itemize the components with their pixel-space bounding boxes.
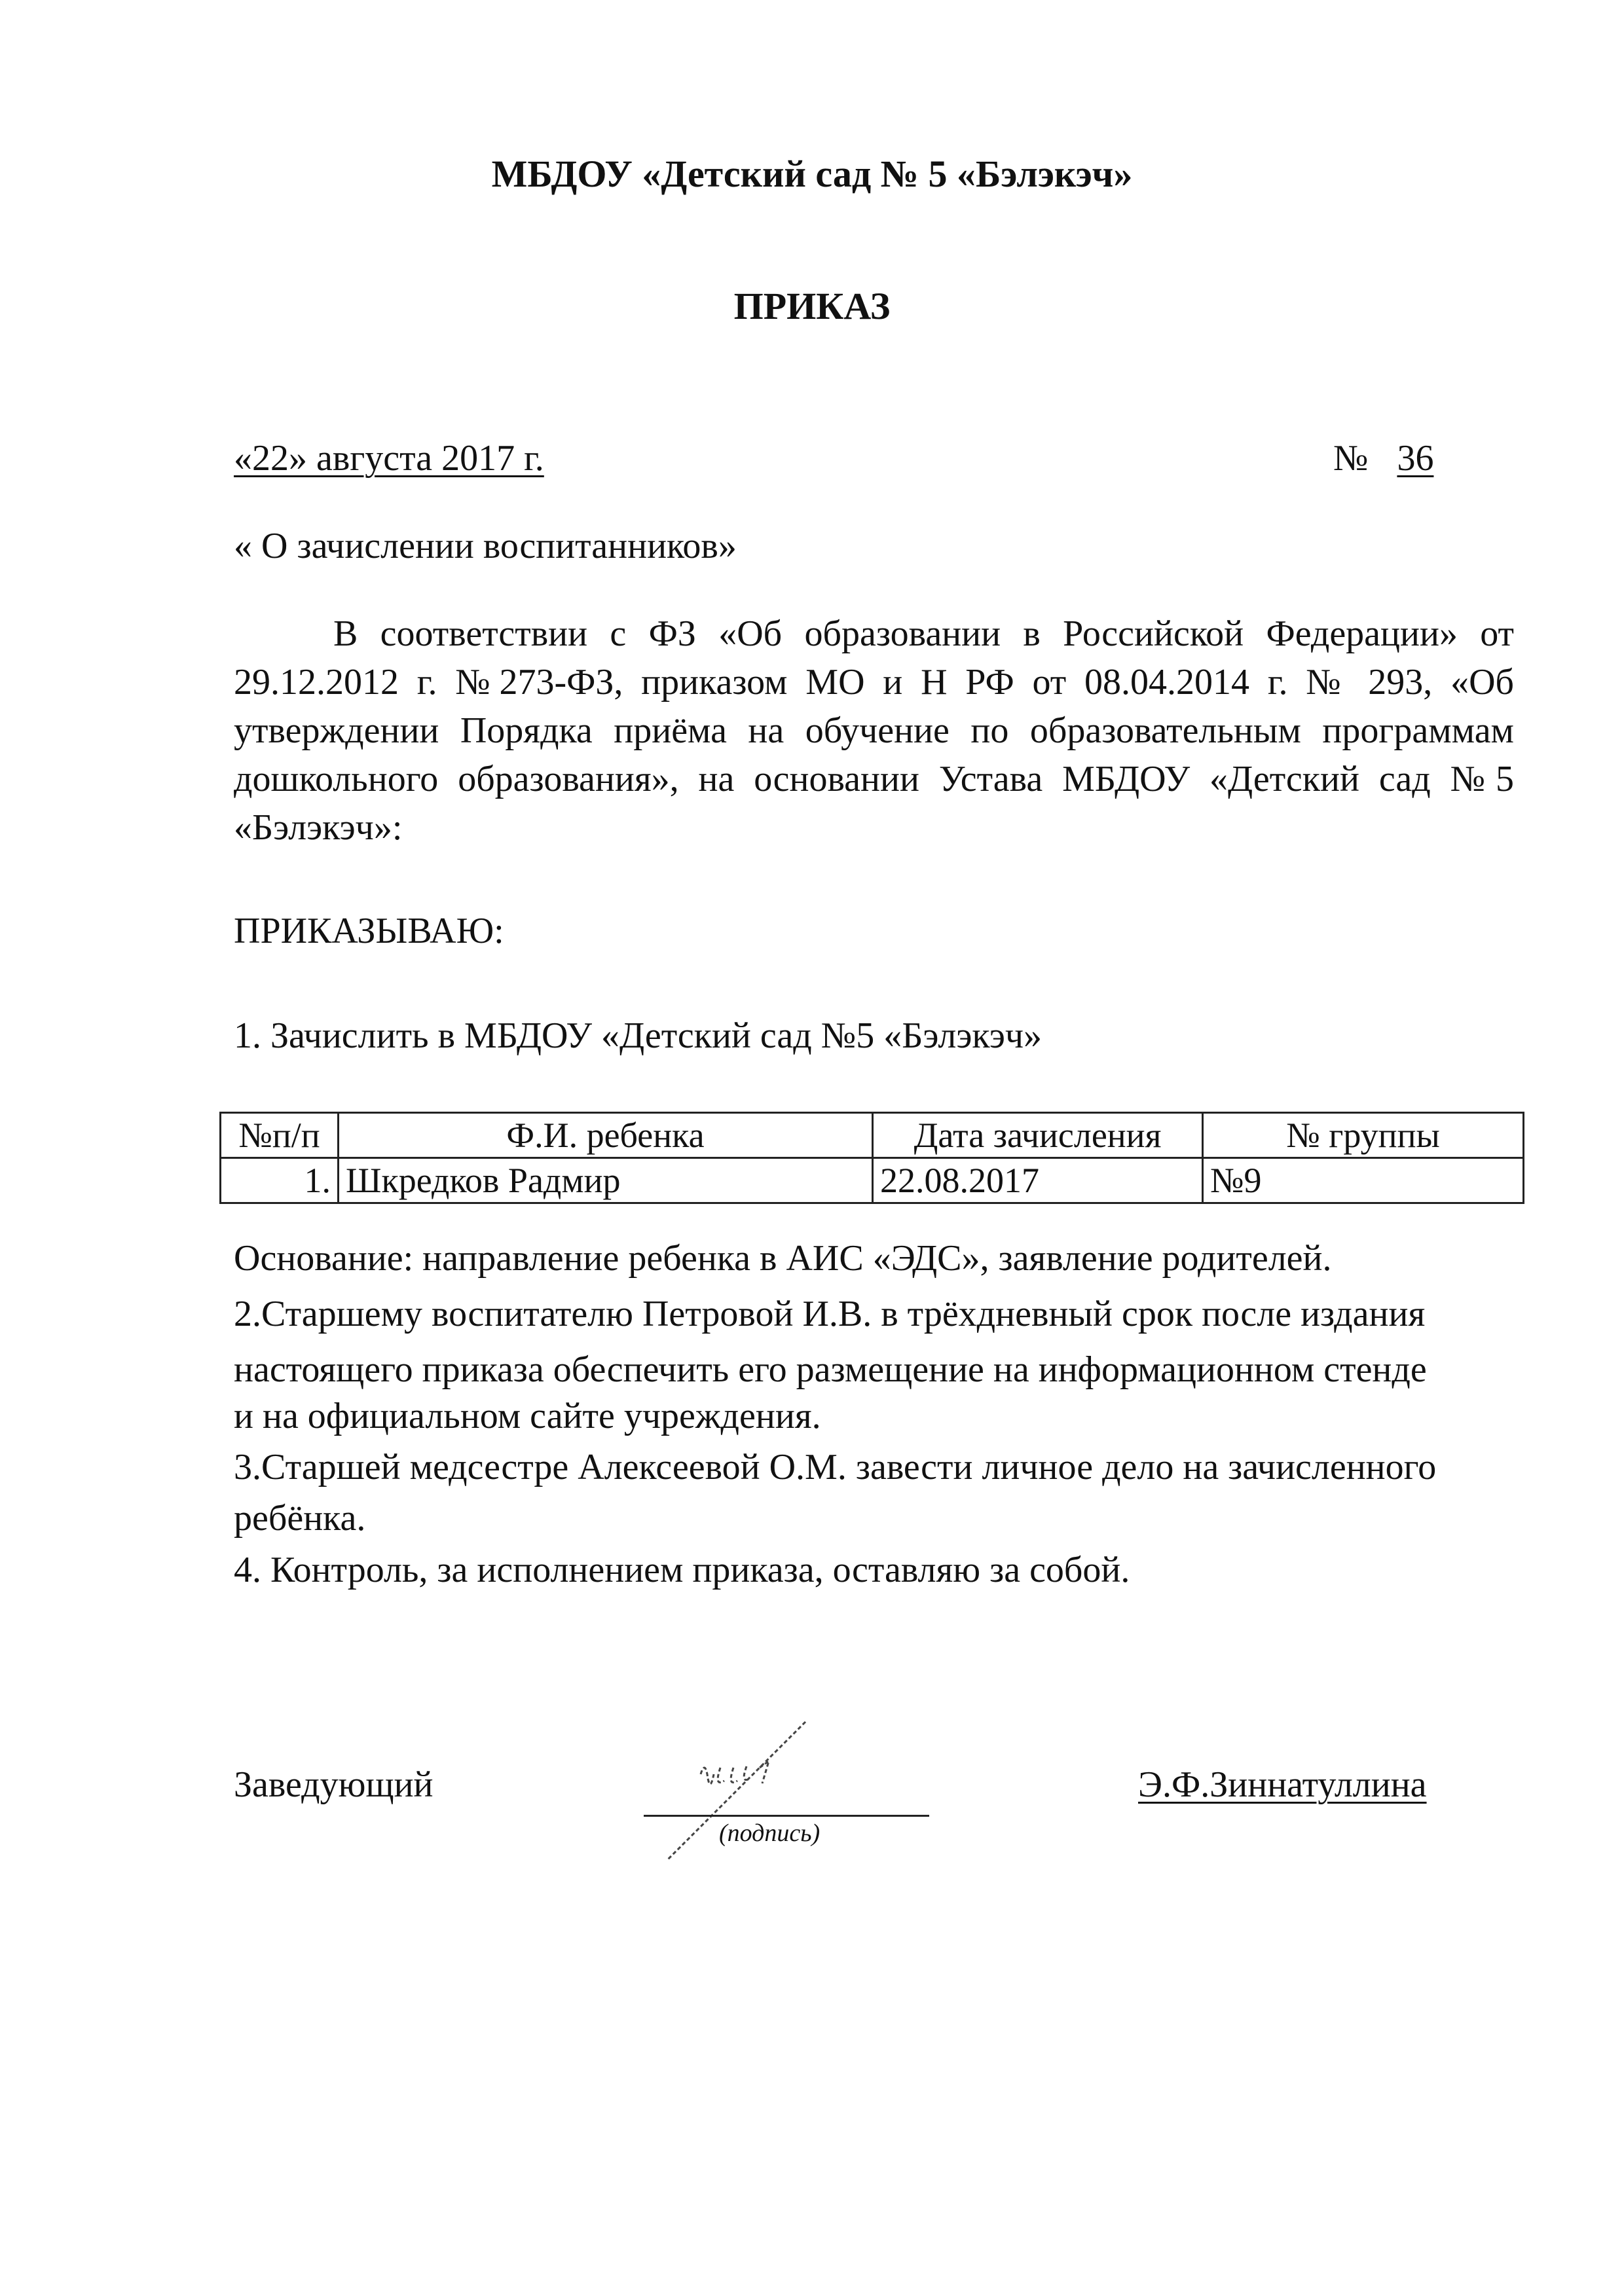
body-line: 3.Старшей медсестре Алексеевой О.М. завести личное дело на зачисленного xyxy=(234,1447,1437,1487)
preamble-line: «Бэлэкэч»: xyxy=(234,807,403,848)
table-row xyxy=(221,1158,1524,1203)
cell: №9 xyxy=(1203,1158,1524,1203)
order-number xyxy=(1333,437,1453,479)
enrollment-table xyxy=(219,1112,1524,1204)
order-number-label: № xyxy=(1333,438,1369,479)
order-word: ПРИКАЗЫВАЮ: xyxy=(234,911,504,951)
header-cell: Ф.И. ребенка xyxy=(339,1113,873,1158)
body-line: настоящего приказа обеспечить его размещение на информационном стенде xyxy=(234,1349,1427,1390)
cell: 1. xyxy=(221,1158,339,1203)
preamble-line: 29.12.2012 г. №273-ФЗ, приказом МО и Н РФ от 08.04.2014 г. № 293, «Об xyxy=(234,662,1514,702)
signature-caption: (подпись) xyxy=(719,1819,821,1847)
order-subject: « О зачислении воспитанников» xyxy=(234,526,737,566)
body-line: 4. Контроль, за исполнением приказа, оставляю за собой. xyxy=(234,1550,1130,1590)
body-line: 2.Старшему воспитателю Петровой И.В. в трёхдневный срок после издания xyxy=(234,1294,1426,1334)
signature-line xyxy=(644,1815,929,1817)
order-number-value: 36 xyxy=(1397,438,1434,479)
body-line: Основание: направление ребенка в АИС «ЭДС», заявление родителей. xyxy=(234,1238,1332,1279)
table-header-row xyxy=(221,1113,1524,1158)
cell: Шкредков Радмир xyxy=(339,1158,873,1203)
organization-title: МБДОУ «Детский сад № 5 «Бэлэкэч» xyxy=(491,153,1133,195)
signatory-position: Заведующий xyxy=(234,1764,434,1805)
item-1: 1. Зачислить в МБДОУ «Детский сад №5 «Бэлэкэч» xyxy=(234,1015,1043,1056)
body-line: ребёнка. xyxy=(234,1498,366,1539)
cell: 22.08.2017 xyxy=(873,1158,1203,1203)
preamble-line: дошкольного образования», на основании Устава МБДОУ «Детский сад №5 xyxy=(234,759,1514,799)
preamble-line: В соответствии с ФЗ «Об образовании в Российской Федерации» от xyxy=(333,613,1514,654)
signatory-name: Э.Ф.Зиннатуллина xyxy=(1138,1764,1427,1805)
header-cell: Дата зачисления xyxy=(873,1113,1203,1158)
header-cell: № группы xyxy=(1203,1113,1524,1158)
header-cell: №п/п xyxy=(221,1113,339,1158)
body-line: и на официальном сайте учреждения. xyxy=(234,1396,821,1436)
document-type-title: ПРИКАЗ xyxy=(733,285,891,327)
order-date: «22» августа 2017 г. xyxy=(234,438,544,479)
preamble-line: утверждении Порядка приёма на обучение по образовательным программам xyxy=(234,710,1514,751)
